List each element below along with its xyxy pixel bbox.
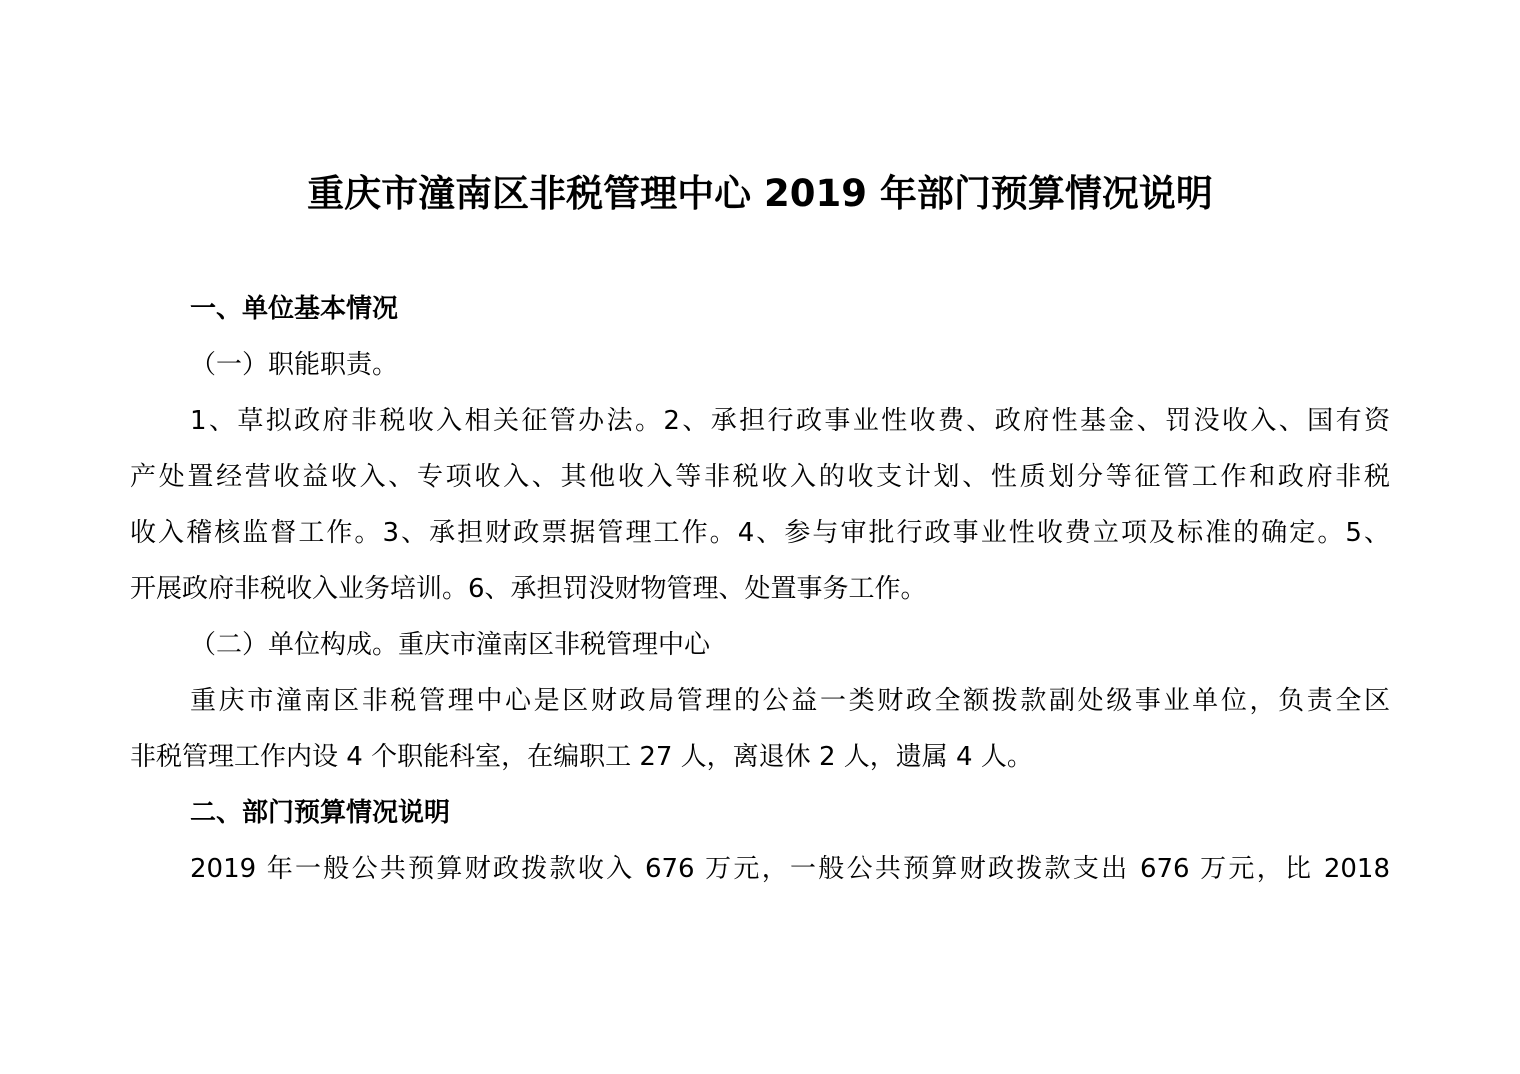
subsection-heading-functions: （一）职能职责。 [190, 350, 399, 380]
document-title: 重庆市潼南区非税管理中心 2019 年部门预算情况说明 [307, 172, 1213, 215]
functions-paragraph-line: 产处置经营收益收入、专项收入、其他收入等非税收入的收支计划、性质划分等征管工作和政府非税 [130, 462, 1390, 492]
budget-paragraph-line: 2019 年一般公共预算财政拨款收入 676 万元，一般公共预算财政拨款支出 676 万元，比 2018 [190, 854, 1390, 884]
subsection-heading-composition: （二）单位构成。重庆市潼南区非税管理中心 [190, 630, 711, 660]
section-heading-budget: 二、部门预算情况说明 [190, 798, 451, 828]
functions-paragraph-line: 开展政府非税收入业务培训。6、承担罚没财物管理、处置事务工作。 [130, 574, 927, 604]
section-heading-basic-info: 一、单位基本情况 [190, 294, 399, 324]
functions-paragraph-line: 收入稽核监督工作。3、承担财政票据管理工作。4、参与审批行政事业性收费立项及标准的确定。5、 [130, 518, 1390, 548]
composition-paragraph-line: 非税管理工作内设 4 个职能科室，在编职工 27 人，离退休 2 人，遗属 4 人。 [130, 742, 1033, 772]
functions-paragraph-line: 1、草拟政府非税收入相关征管办法。2、承担行政事业性收费、政府性基金、罚没收入、国有资 [190, 406, 1390, 436]
composition-paragraph-line: 重庆市潼南区非税管理中心是区财政局管理的公益一类财政全额拨款副处级事业单位，负责全区 [190, 686, 1390, 716]
